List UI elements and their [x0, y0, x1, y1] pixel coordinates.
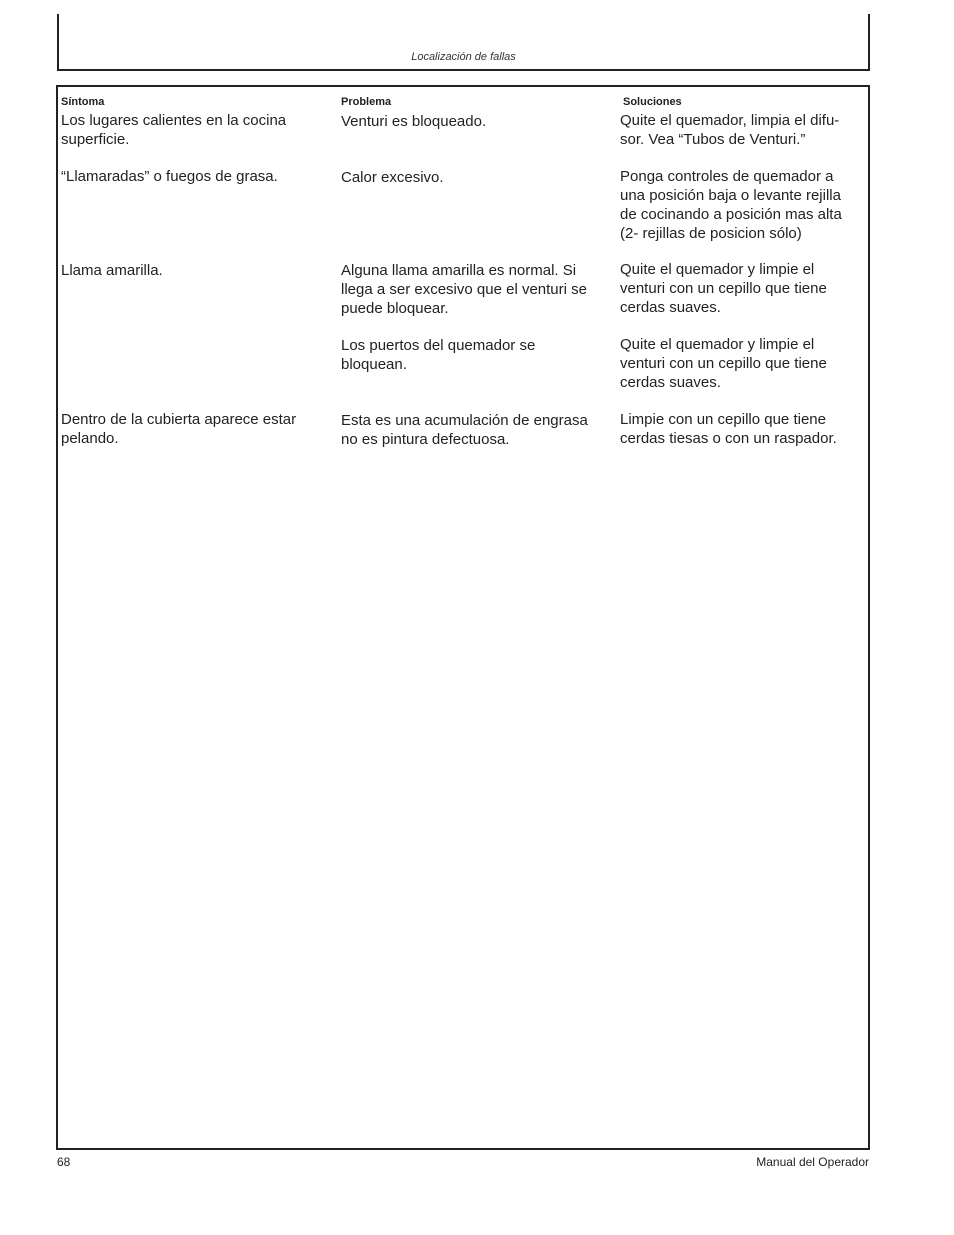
column-header-solutions: Soluciones — [623, 96, 682, 108]
table-cell-symptom: Dentro de la cubierta aparece estar pelando. — [61, 411, 297, 447]
table-cell-solution: Ponga controles de quemador a una posición baja o levante rejilla de cocinando a posición mas alta (2- rejillas de posicion sólo) — [620, 168, 842, 242]
page-header — [57, 14, 870, 71]
column-header-problem: Problema — [341, 96, 392, 108]
table-cell-problem: Los puertos del quemador se bloquean. — [341, 337, 536, 373]
section-title: Localización de fallas — [411, 51, 516, 63]
table-cell-symptom: “Llamaradas” o fuegos de grasa. — [61, 168, 278, 185]
table-cell-problem: Alguna llama amarilla es normal. Si llega a ser excesivo que el venturi se puede bloquear. — [341, 262, 587, 317]
table-cell-solution: Quite el quemador y limpie el venturi con un cepillo que tiene cerdas suaves. — [620, 261, 827, 316]
troubleshooting-table — [56, 85, 870, 1150]
column-header-symptom: Síntoma — [61, 96, 105, 108]
page-number: 68 — [57, 1155, 71, 1169]
table-cell-symptom: Los lugares calientes en la cocina superficie. — [61, 112, 287, 148]
manual-title: Manual del Operador — [756, 1155, 869, 1169]
table-cell-solution: Quite el quemador, limpia el difu-sor. Vea “Tubos de Venturi.” — [620, 112, 840, 148]
table-cell-problem: Calor excesivo. — [341, 169, 444, 186]
table-cell-problem: Venturi es bloqueado. — [341, 113, 487, 130]
table-cell-solution: Limpie con un cepillo que tiene cerdas tiesas o con un raspador. — [620, 411, 837, 447]
table-cell-symptom: Llama amarilla. — [61, 262, 163, 279]
table-cell-solution: Quite el quemador y limpie el venturi con un cepillo que tiene cerdas suaves. — [620, 336, 827, 391]
table-cell-problem: Esta es una acumulación de engrasa no es pintura defectuosa. — [341, 412, 588, 448]
